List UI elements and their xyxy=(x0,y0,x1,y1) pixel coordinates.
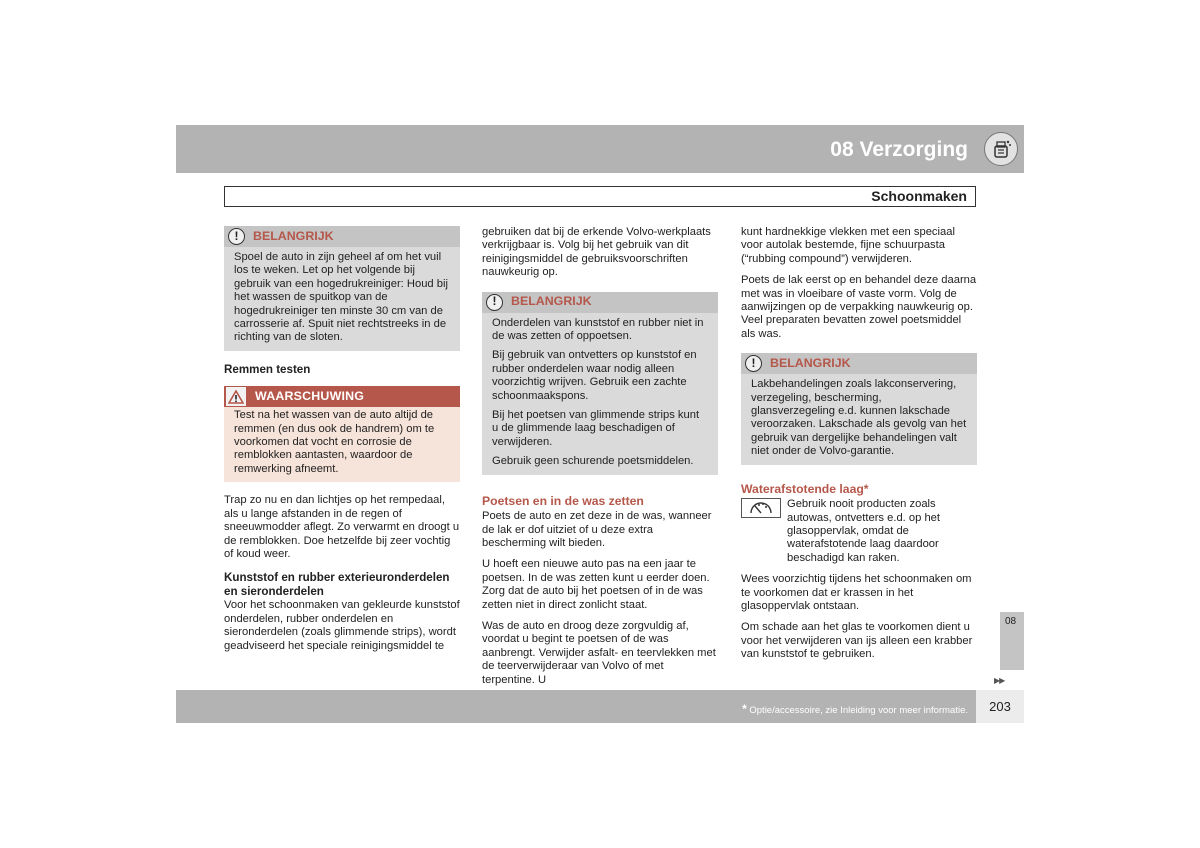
side-tab-label: 08 xyxy=(1005,616,1017,627)
heading-polish: Poetsen en in de was zetten xyxy=(482,493,644,508)
important-notice xyxy=(482,292,718,475)
notice-text: Spoel de auto in zijn geheel af om het vuil los te weken. Let op het volgende bij gebruik van een hogedrukreiniger: Houd bij het wassen de spuitkop van de hogedrukreiniger ten minste 30 cm van de carrosserie af. Spuit niet rechtstreeks in de richting van de sloten. xyxy=(234,251,448,344)
notice-label: BELANGRIJK xyxy=(511,294,592,309)
chapter-side-tab[interactable] xyxy=(1000,612,1024,670)
column-3 xyxy=(741,226,977,670)
footer-note xyxy=(742,702,968,716)
warning-label: WAARSCHUWING xyxy=(255,389,365,404)
paragraph: Wees voorzichtig tijdens het schoonmaken om te voorkomen dat er krassen in het glasoppervlak ontstaan. xyxy=(741,573,972,612)
wiper-water-icon xyxy=(741,498,781,518)
paragraph: kunt hardnekkige vlekken met een speciaal voor autolak bestemde, fijne schuurpasta (“rubbing compound”) verwijderen. xyxy=(741,226,955,265)
footnote-text: Optie/accessoire, zie Inleiding voor meer informatie. xyxy=(746,705,968,716)
page-number: 203 xyxy=(976,690,1024,723)
continue-arrows-icon: ▶▶ xyxy=(994,676,1005,685)
paragraph: Was de auto en droog deze zorgvuldig af, voordat u begint te poetsen of de was aanbrengt. Verwijder asfalt- en teervlekken met de teerverwijderaar van Volvo of met terpentine. U xyxy=(482,619,716,686)
exclamation-icon: ! xyxy=(486,294,503,311)
important-notice xyxy=(224,226,460,351)
paragraph: Om schade aan het glas te voorkomen dient u voor het verwijderen van ijs alleen een krabber van kunststof te gebruiken. xyxy=(741,621,973,661)
chapter-title: 08 Verzorging xyxy=(830,138,968,161)
heading-brakes: Remmen testen xyxy=(224,362,311,376)
notice-text: Onderdelen van kunststof en rubber niet in de was zetten of oppoetsen. xyxy=(492,316,704,343)
paragraph: Poets de lak eerst op en behandel deze daarna met was in vloeibare of vaste vorm. Volg de aanwijzingen op de verpakking nauwkeurig op. Veel preparaten bevatten zowel poetsmiddel als was. xyxy=(741,274,977,340)
exclamation-icon: ! xyxy=(745,355,762,372)
section-header xyxy=(224,186,976,207)
paragraph-water-repellent: Gebruik nooit producten zoals autowas, ontvetters e.d. op het glasoppervlak, omdat de waterafstotende laag daardoor beschadigd kan raken. xyxy=(787,498,940,564)
column-2 xyxy=(482,226,718,695)
footnote-star: * xyxy=(742,702,747,716)
car-care-icon xyxy=(984,132,1018,166)
section-title: Schoonmaken xyxy=(871,188,967,204)
warning-triangle-icon xyxy=(226,387,246,406)
notice-label: BELANGRIJK xyxy=(253,228,334,243)
paragraph-plastic: Voor het schoonmaken van gekleurde kunststof onderdelen, rubber onderdelen en sieronderdelen (zoals glimmende strips), wordt geadviseerd het speciale reinigingsmiddel te xyxy=(224,599,460,652)
notice-text: Gebruik geen schurende poetsmiddelen. xyxy=(492,455,694,468)
paragraph-brakes: Trap zo nu en dan lichtjes op het rempedaal, als u lange afstanden in de regen of sneeuwmodder aflegt. Zo verwarmt en droogt u de remblokken. Doe hetzelfde bij zeer vochtig of koud weer. xyxy=(224,494,460,560)
column-1 xyxy=(224,226,460,661)
paragraph: Poets de auto en zet deze in de was, wanneer de lak er dof uitziet of u deze extra bescherming wilt bieden. xyxy=(482,510,712,549)
notice-label: BELANGRIJK xyxy=(770,356,851,371)
warning-notice xyxy=(224,386,460,482)
heading-water-repellent: Waterafstotende laag* xyxy=(741,481,869,496)
notice-text: Bij het poetsen van glimmende strips kunt u de glimmende laag beschadigen of verwijderen. xyxy=(492,409,700,448)
important-notice xyxy=(741,353,977,464)
warning-text: Test na het wassen van de auto altijd de remmen (en dus ook de handrem) om te voorkomen dat vocht en corrosie de remblokken aantasten, waardoor de remwerking afneemt. xyxy=(234,409,435,475)
notice-text: Bij gebruik van ontvetters op kunststof en rubber onderdelen waar nodig alleen voorzichtig wrijven. Gebruik een zachte schoonmaakspons. xyxy=(492,349,697,402)
heading-plastic: Kunststof en rubber exterieuronderdelen en sieronderdelen xyxy=(224,571,450,599)
paragraph: U hoeft een nieuwe auto pas na een jaar te poetsen. In de was zetten kunt u eerder doen. Zorg dat de auto bij het poetsen of in de was zetten niet in direct zonlicht staat. xyxy=(482,558,710,611)
notice-text: Lakbehandelingen zoals lakconservering, verzegeling, bescherming, glansverzegeling e.d. kunnen lakschade veroorzaken. Lakschade als gevolg van het gebruik van dergelijke behandelingen valt niet onder de Volvo-garantie. xyxy=(751,378,967,458)
paragraph-intro: gebruiken dat bij de erkende Volvo-werkplaats verkrijgbaar is. Volg bij het gebruik van dit reinigingsmiddel de gebruiksvoorschriften nauwkeurig op. xyxy=(482,226,711,279)
exclamation-icon: ! xyxy=(228,228,245,245)
